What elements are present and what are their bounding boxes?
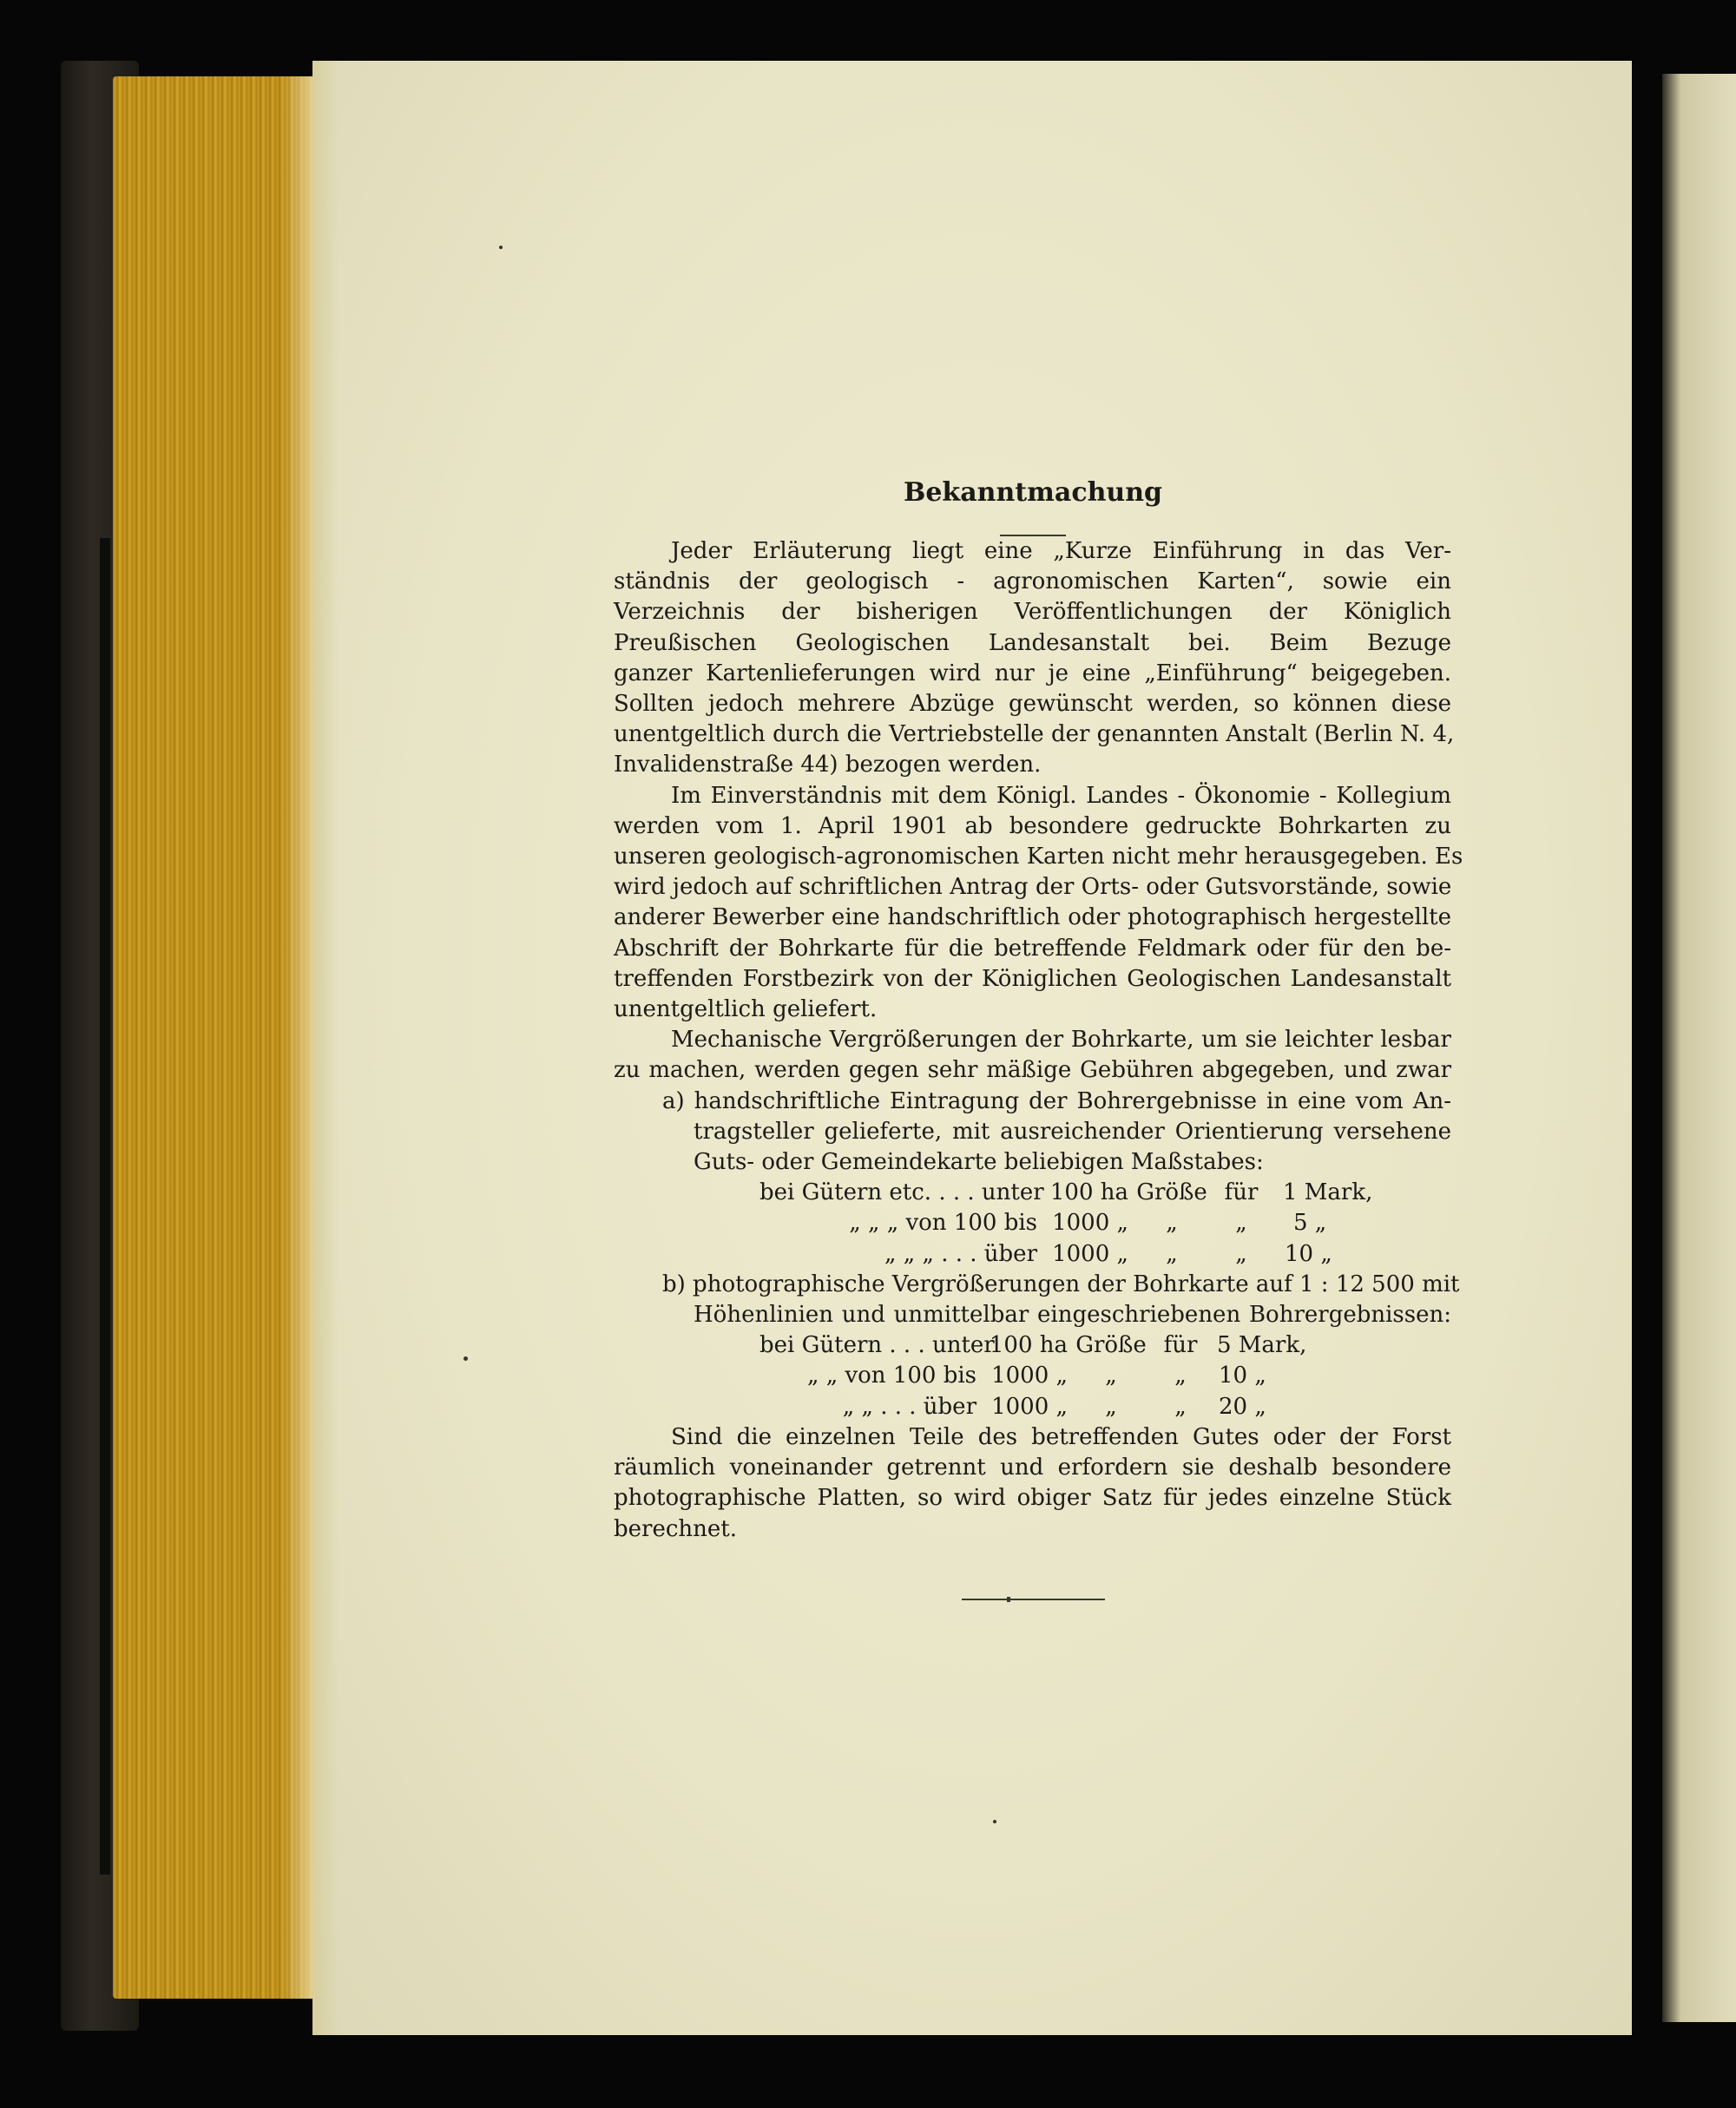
price-cell: „ <box>1105 1393 1117 1420</box>
text-line: wird jedoch auf schriftlichen Antrag der Orts- oder Gutsvorstände, sowie <box>614 874 1452 901</box>
text-line: photographische Platten, so wird obiger Satz für jedes einzelne Stück <box>614 1485 1451 1512</box>
price-cell: 1000 „ <box>1052 1240 1128 1267</box>
text-line: zu machen, werden gegen sehr mäßige Gebühren abgegeben, und zwar <box>614 1057 1451 1084</box>
price-cell: für <box>1163 1332 1198 1359</box>
text-line: werden vom 1. April 1901 ab besondere gedruckte Bohrkarten zu <box>614 812 1451 839</box>
price-cell: „ <box>1166 1240 1178 1267</box>
text-line: berechnet. <box>614 1515 737 1542</box>
text-line: Abschrift der Bohrkarte für die betreffende Feldmark oder für den be- <box>614 935 1451 962</box>
text-line: anderer Bewerber eine handschriftlich oder photographisch hergestellte <box>614 904 1451 931</box>
price-cell: 1000 „ <box>1052 1210 1128 1237</box>
price-row <box>614 1392 1451 1422</box>
price-cell: 100 ha <box>1049 1179 1128 1206</box>
price-row <box>614 1330 1451 1361</box>
price-cell: „ <box>1166 1210 1178 1237</box>
list-item-a-line: Guts- oder Gemeindekarte beliebigen Maßstabes: <box>694 1149 1264 1176</box>
price-cell: 20 „ <box>1219 1393 1266 1420</box>
price-cell: „ <box>1235 1240 1247 1267</box>
text-line: unseren geologisch-agronomischen Karten nicht mehr herausgegeben. Es <box>614 844 1463 870</box>
price-cell: 1000 „ <box>991 1393 1068 1420</box>
price-cell: „ <box>1174 1393 1187 1420</box>
price-cell: bei Gütern etc. . . . unter <box>760 1179 1044 1206</box>
text-line: Preußischen Geologischen Landesanstalt bei. Beim Bezuge <box>614 629 1451 656</box>
text-line: Invalidenstraße 44) bezogen werden. <box>614 752 1042 778</box>
list-item-a-line: tragsteller gelieferte, mit ausreichender Orientierung versehene <box>694 1118 1451 1145</box>
page-edges <box>113 76 317 1999</box>
list-item-a-line: a) handschriftliche Eintragung der Bohrergebnisse in eine vom An- <box>662 1087 1451 1114</box>
spine-strip <box>100 538 110 1875</box>
speck <box>464 1356 468 1361</box>
price-cell: 5 Mark, <box>1217 1332 1307 1359</box>
price-cell: 10 „ <box>1219 1363 1266 1389</box>
price-cell: „ „ „ . . . über <box>884 1240 1037 1267</box>
price-cell: 5 „ <box>1293 1210 1327 1237</box>
text-line: Mechanische Vergrößerungen der Bohrkarte, um sie leichter lesbar <box>671 1027 1451 1054</box>
text-line: Im Einverständnis mit dem Königl. Landes - Ökonomie - Kollegium <box>671 782 1451 809</box>
text-line: ständnis der geologisch - agronomischen Karten“, sowie ein <box>614 568 1451 595</box>
price-cell: bei Gütern . . . unter <box>760 1332 995 1359</box>
text-line: Sind die einzelnen Teile des betreffenden Gutes oder der Forst <box>671 1423 1451 1450</box>
price-row <box>614 1361 1451 1391</box>
price-row <box>614 1239 1451 1270</box>
text-line: Sollten jedoch mehrere Abzüge gewünscht werden, so können diese <box>614 691 1451 718</box>
text-line: unentgeltlich durch die Vertriebstelle der genannten Anstalt (Berlin N. 4, <box>614 721 1455 748</box>
list-item-b-line: b) photographische Vergrößerungen der Bohrkarte auf 1 : 12 500 mit <box>662 1271 1460 1297</box>
text-line: räumlich voneinander getrennt und erfordern sie deshalb besondere <box>614 1455 1451 1481</box>
page-title: Bekanntmachung <box>903 477 1162 508</box>
facing-page-edge <box>1662 74 1736 2022</box>
price-cell: „ <box>1235 1210 1247 1237</box>
end-rule <box>962 1599 1105 1600</box>
text-line: unentgeltlich geliefert. <box>614 996 878 1023</box>
price-cell: 10 „ <box>1285 1240 1332 1267</box>
price-cell: 100 ha <box>989 1332 1068 1359</box>
price-cell: „ „ „ von 100 bis <box>849 1210 1037 1237</box>
price-cell: „ <box>1105 1363 1117 1389</box>
price-cell: 1000 „ <box>991 1363 1068 1389</box>
price-cell: Größe <box>1075 1332 1147 1359</box>
text-line: Verzeichnis der bisherigen Veröffentlichungen der Königlich <box>614 599 1451 626</box>
text-line: ganzer Kartenlieferungen wird nur je eine „Einführung“ beigegeben. <box>614 660 1451 686</box>
speck <box>993 1820 996 1823</box>
price-cell: Größe <box>1136 1179 1207 1206</box>
price-row <box>614 1208 1451 1238</box>
text-line: treffenden Forstbezirk von der Königlichen Geologischen Landesanstalt <box>614 965 1451 992</box>
text-line: Jeder Erläuterung liegt eine „Kurze Einführung in das Ver- <box>671 538 1451 564</box>
price-cell: „ <box>1174 1363 1187 1389</box>
list-item-b-line: Höhenlinien und unmittelbar eingeschriebenen Bohrergebnissen: <box>694 1302 1451 1329</box>
price-cell: für <box>1224 1179 1259 1206</box>
body-text <box>614 536 1463 1545</box>
speck <box>499 246 503 249</box>
price-cell: „ „ . . . über <box>842 1393 976 1420</box>
price-cell: 1 Mark, <box>1283 1179 1373 1206</box>
price-cell: „ „ von 100 bis <box>806 1363 976 1389</box>
price-row <box>614 1178 1451 1208</box>
